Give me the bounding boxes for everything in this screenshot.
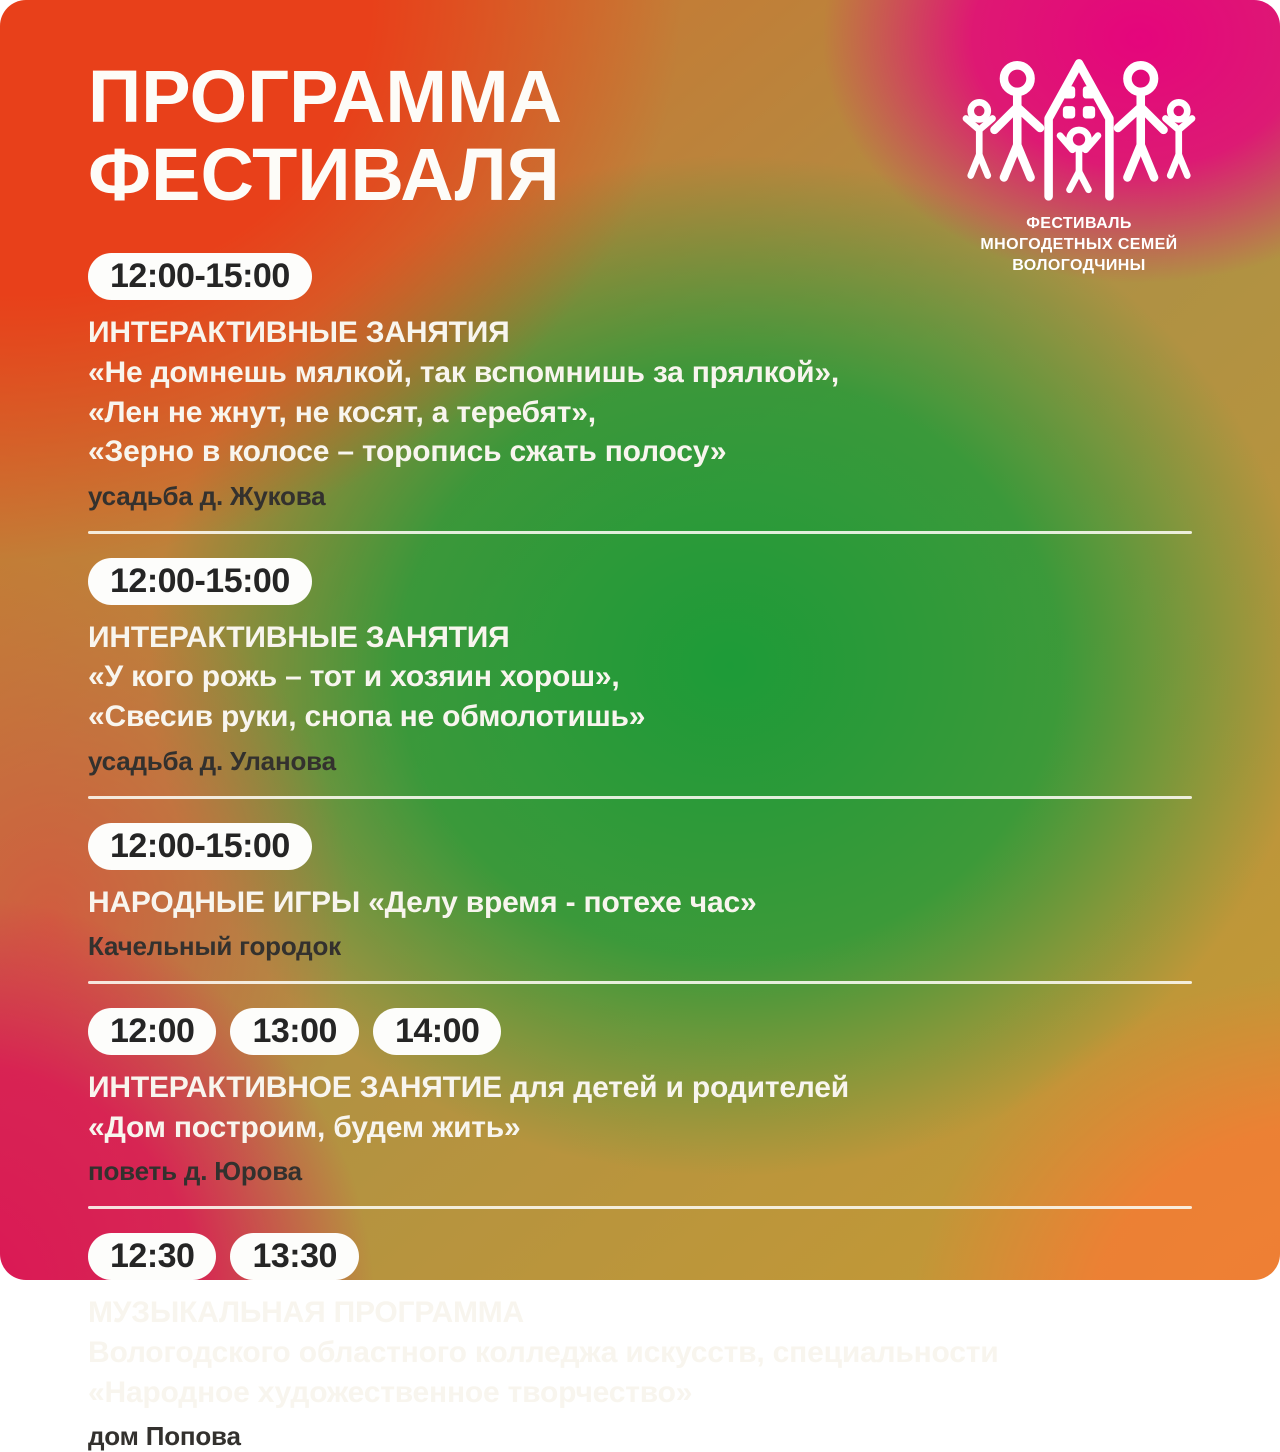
event-line: «Лен не жнут, не косят, а теребят», bbox=[88, 395, 596, 429]
time-pill: 13:00 bbox=[230, 1008, 358, 1055]
divider bbox=[88, 796, 1192, 799]
event-title-text: ИНТЕРАКТИВНОЕ ЗАНЯТИЕ bbox=[88, 1071, 502, 1105]
time-pill: 12:00-15:00 bbox=[88, 558, 312, 605]
page-title-line2: ФЕСТИВАЛЯ bbox=[88, 132, 560, 216]
time-pill: 12:00-15:00 bbox=[88, 823, 312, 870]
time-pills bbox=[88, 823, 1192, 870]
festival-logo bbox=[954, 52, 1204, 276]
event-title bbox=[88, 618, 1192, 658]
time-pill: 14:00 bbox=[373, 1008, 501, 1055]
time-pills bbox=[88, 1008, 1192, 1055]
event-line: «Дом построим, будем жить» bbox=[88, 1110, 521, 1144]
event-line: «Свесив руки, снопа не обмолотишь» bbox=[88, 699, 646, 733]
event-location: дом Попова bbox=[88, 1421, 241, 1452]
page-title-line1: ПРОГРАММА bbox=[88, 55, 563, 138]
event-block bbox=[88, 1233, 1192, 1452]
event-title-text: НАРОДНЫЕ ИГРЫ «Делу время - потехе час» bbox=[88, 885, 757, 919]
divider bbox=[88, 1206, 1192, 1209]
event-line: «Народное художественное творчество» bbox=[88, 1375, 693, 1409]
event-location: Качельный городок bbox=[88, 931, 341, 962]
time-pills bbox=[88, 558, 1192, 605]
event-location: поветь д. Юрова bbox=[88, 1156, 302, 1187]
event-title bbox=[88, 883, 1192, 923]
event-line: «У кого рожь – тот и хозяин хорош», bbox=[88, 660, 620, 694]
logo-text bbox=[954, 214, 1204, 276]
time-pill: 12:00-15:00 bbox=[88, 253, 312, 300]
event-location: усадьба д. Жукова bbox=[88, 480, 326, 511]
event-location: усадьба д. Уланова bbox=[88, 745, 336, 776]
logo-text-line3: ВОЛОГОДЧИНЫ bbox=[1012, 256, 1146, 274]
family-house-logo-icon bbox=[954, 52, 1204, 204]
time-pill: 12:00 bbox=[88, 1008, 216, 1055]
event-line: «Зерно в колосе – торопись сжать полосу» bbox=[88, 435, 727, 469]
divider bbox=[88, 531, 1192, 534]
logo-text-line2: МНОГОДЕТНЫХ СЕМЕЙ bbox=[980, 235, 1178, 253]
time-pills bbox=[88, 1233, 1192, 1280]
event-block bbox=[88, 558, 1192, 777]
event-block bbox=[88, 253, 1192, 511]
event-title-text: ИНТЕРАКТИВНЫЕ ЗАНЯТИЯ bbox=[88, 620, 510, 654]
event-title-suffix: для детей и родителей bbox=[501, 1071, 849, 1105]
event-line: Вологодского областного колледжа искусств, специальности bbox=[88, 1335, 999, 1369]
event-block bbox=[88, 1008, 1192, 1187]
time-pill: 12:30 bbox=[88, 1233, 216, 1280]
divider bbox=[88, 981, 1192, 984]
event-block bbox=[88, 823, 1192, 963]
logo-text-line1: ФЕСТИВАЛЬ bbox=[1026, 215, 1132, 232]
event-title bbox=[88, 1068, 1192, 1108]
event-title-text: ИНТЕРАКТИВНЫЕ ЗАНЯТИЯ bbox=[88, 316, 510, 350]
event-title bbox=[88, 313, 1192, 353]
event-line: «Не домнешь мялкой, так вспомнишь за прялкой», bbox=[88, 355, 839, 389]
event-title bbox=[88, 1293, 1192, 1333]
event-title-text: МУЗЫКАЛЬНАЯ ПРОГРАММА bbox=[88, 1296, 525, 1330]
time-pill: 13:30 bbox=[230, 1233, 358, 1280]
